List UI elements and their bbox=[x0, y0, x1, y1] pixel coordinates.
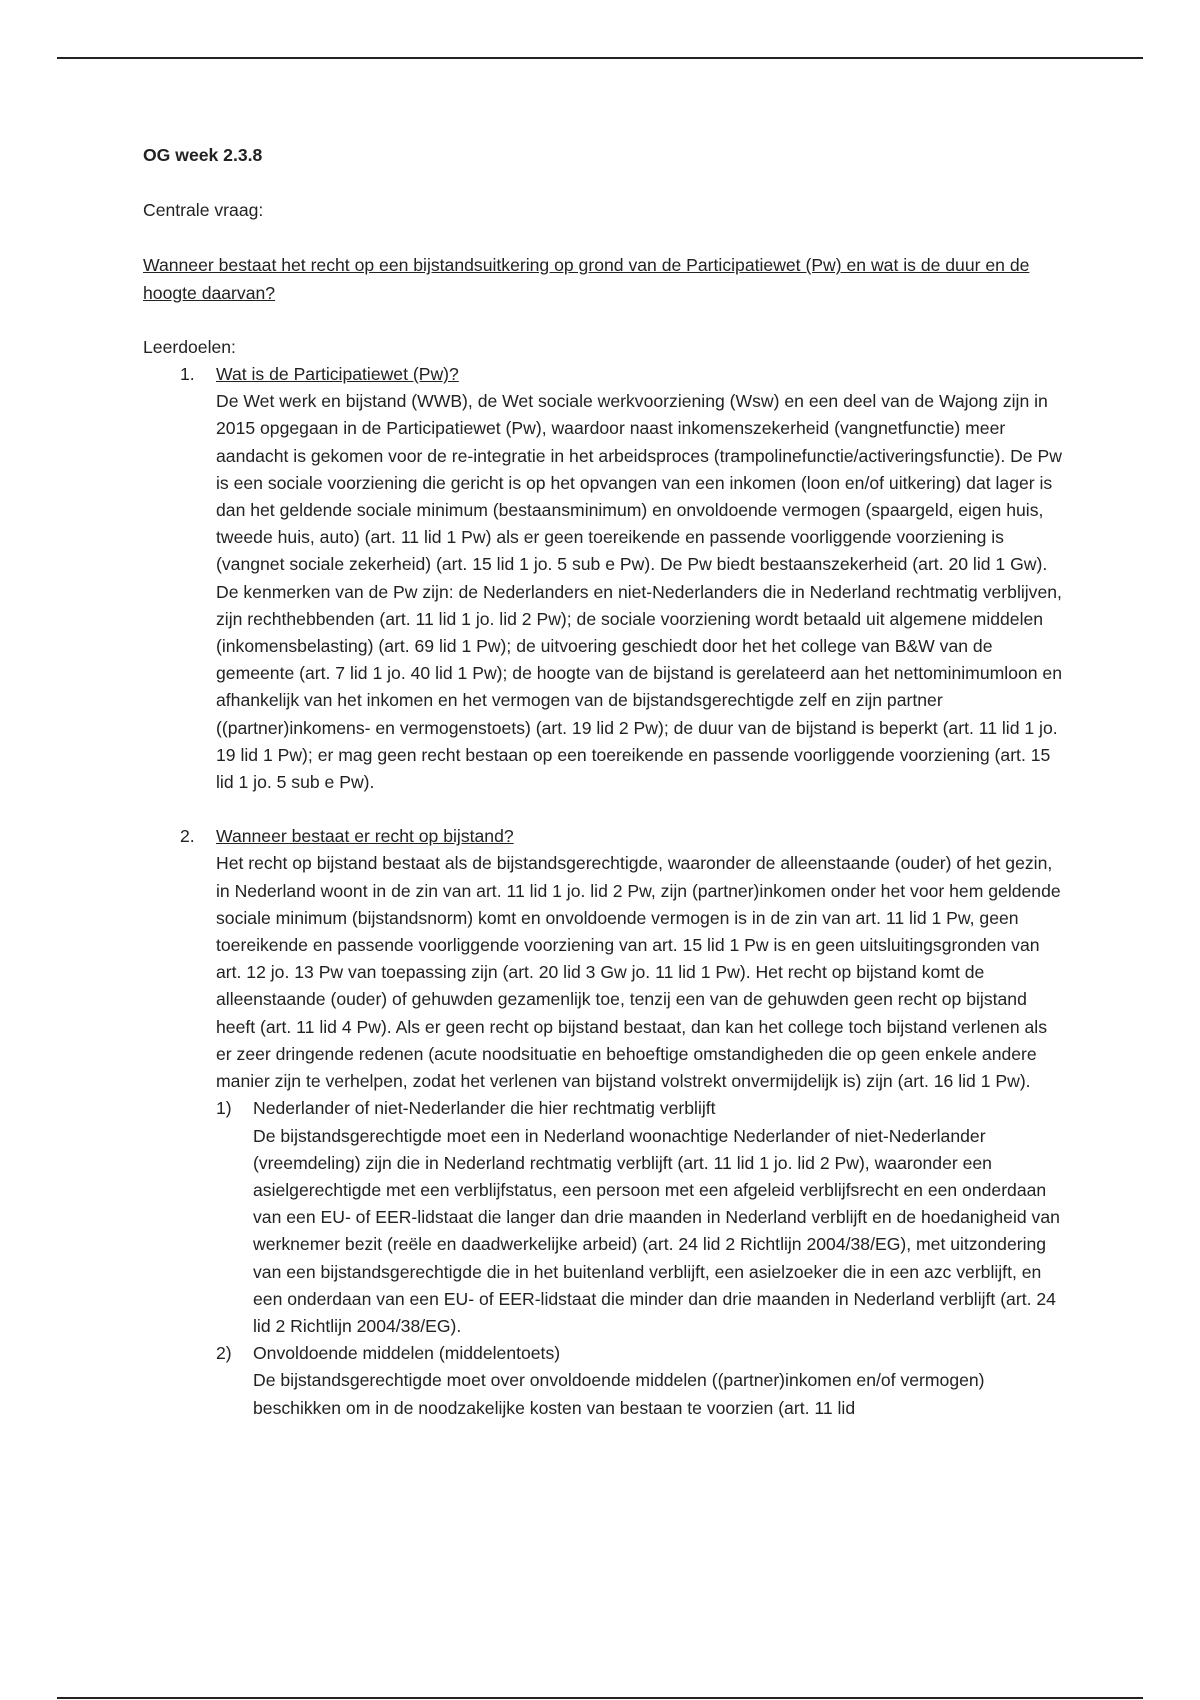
goal-heading: Wanneer bestaat er recht op bijstand? bbox=[216, 826, 514, 847]
central-question-label: Centrale vraag: bbox=[143, 200, 264, 221]
condition-item bbox=[216, 1095, 1063, 1340]
condition-list bbox=[216, 1095, 1063, 1421]
condition-heading: Onvoldoende middelen (middelentoets) bbox=[253, 1343, 561, 1364]
header-rule bbox=[57, 57, 1143, 59]
condition-item bbox=[216, 1340, 1063, 1422]
document-body bbox=[143, 142, 1063, 1422]
central-question: Wanneer bestaat het recht op een bijstandsuitkering op grond van de Participatiewet (Pw) en wat is de duur en de hoogte daarvan? bbox=[143, 255, 1030, 303]
condition-body: De bijstandsgerechtigde moet een in Nederland woonachtige Nederlander of niet-Nederlander (vreemdeling) zijn die in Nederland rechtmatig verblijft (art. 11 lid 1 jo. lid 2 Pw), waaronder een asielgerechtigde met een verblijfstatus, een persoon met een afgeleid verblijfsrecht en een onderdaan van een EU- of EER-lidstaat die langer dan drie maanden in Nederland verblijft en de hoedanigheid van werknemer bezit (reële en daadwerkelijke arbeid) (art. 24 lid 2 Richtlijn 2004/38/EG), met uitzondering van een bijstandsgerechtigde die in het buitenland verblijft, een asielzoeker die in een azc verblijft, en een onderdaan van een EU- of EER-lidstaat die minder dan drie maanden in Nederland verblijft (art. 24 lid 2 Richtlijn 2004/38/EG). bbox=[253, 1125, 1060, 1336]
footer-rule bbox=[57, 1697, 1143, 1699]
goal-body: Het recht op bijstand bestaat als de bijstandsgerechtigde, waaronder de alleenstaande (ouder) of het gezin, in Nederland woont in de zin van art. 11 lid 1 jo. lid 2 Pw, zijn (partner)inkomen onder het voor hem geldende sociale minimum (bijstandsnorm) komt en onvoldoende vermogen is in de zin van art. 11 lid 1 Pw, geen toereikende en passende voorliggende voorziening van art. 15 lid 1 Pw is en geen uitsluitingsgronden van art. 12 jo. 13 Pw van toepassing zijn (art. 20 lid 3 Gw jo. 11 lid 1 Pw). Het recht op bijstand komt de alleenstaande (ouder) of gehuwden gezamenlijk toe, tenzij een van de gehuwden geen recht op bijstand heeft (art. 11 lid 4 Pw). Als er geen recht op bijstand bestaat, dan kan het college toch bijstand verlenen als er zeer dringende redenen (acute noodsituatie en behoeftige omstandigheden die op geen enkele andere manier zijn te verhelpen, zodat het verlenen van bijstand volstrekt onvermijdelijk is) zijn (art. 16 lid 1 Pw). bbox=[216, 853, 1061, 1092]
learning-goal bbox=[143, 823, 1063, 1421]
condition-body: De bijstandsgerechtigde moet over onvoldoende middelen ((partner)inkomen en/of vermogen) beschikken om in de noodzakelijke kosten van bestaan te voorzien (art. 11 lid bbox=[253, 1370, 985, 1418]
condition-number: 1) bbox=[216, 1098, 232, 1119]
learning-goals-label: Leerdoelen: bbox=[143, 336, 236, 357]
goal-number: 1. bbox=[180, 364, 195, 385]
goal-heading: Wat is de Participatiewet (Pw)? bbox=[216, 364, 459, 385]
learning-goals-list bbox=[143, 361, 1063, 1422]
learning-goal bbox=[143, 361, 1063, 796]
condition-number: 2) bbox=[216, 1343, 232, 1364]
goal-body: De Wet werk en bijstand (WWB), de Wet sociale werkvoorziening (Wsw) en een deel van de Wajong zijn in 2015 opgegaan in de Participatiewet (Pw), waardoor naast inkomenszekerheid (vangnetfunctie) meer aandacht is gekomen voor de re-integratie in het arbeidsproces (trampolinefunctie/activeringsfunctie). De Pw is een sociale voorziening die gericht is op het opvangen van een inkomen (loon en/of uitkering) dat lager is dan het geldende sociale minimum (bestaansminimum) en onvoldoende vermogen (spaargeld, eigen huis, tweede huis, auto) (art. 11 lid 1 Pw) als er geen toereikende en passende voorliggende voorziening is (vangnet sociale zekerheid) (art. 15 lid 1 jo. 5 sub e Pw). De Pw biedt bestaanszekerheid (art. 20 lid 1 Gw). De kenmerken van de Pw zijn: de Nederlanders en niet-Nederlanders die in Nederland rechtmatig verblijven, zijn rechthebbenden (art. 11 lid 1 jo. lid 2 Pw); de sociale voorziening wordt betaald uit algemene middelen (inkomensbelasting) (art. 69 lid 1 Pw); de uitvoering geschiedt door het het college van B&W van de gemeente (art. 7 lid 1 jo. 40 lid 1 Pw); de hoogte van de bijstand is gerelateerd aan het nettominimumloon en afhankelijk van het inkomen en het vermogen van de bijstandsgerechtigde zelf en zijn partner ((partner)inkomens- en vermogenstoets) (art. 19 lid 2 Pw); de duur van de bijstand is beperkt (art. 11 lid 1 jo. 19 lid 1 Pw); er mag geen recht bestaan op een toereikende en passende voorliggende voorziening (art. 15 lid 1 jo. 5 sub e Pw). bbox=[216, 391, 1062, 793]
document-title: OG week 2.3.8 bbox=[143, 145, 263, 165]
condition-heading: Nederlander of niet-Nederlander die hier rechtmatig verblijft bbox=[253, 1098, 716, 1119]
goal-number: 2. bbox=[180, 826, 195, 847]
